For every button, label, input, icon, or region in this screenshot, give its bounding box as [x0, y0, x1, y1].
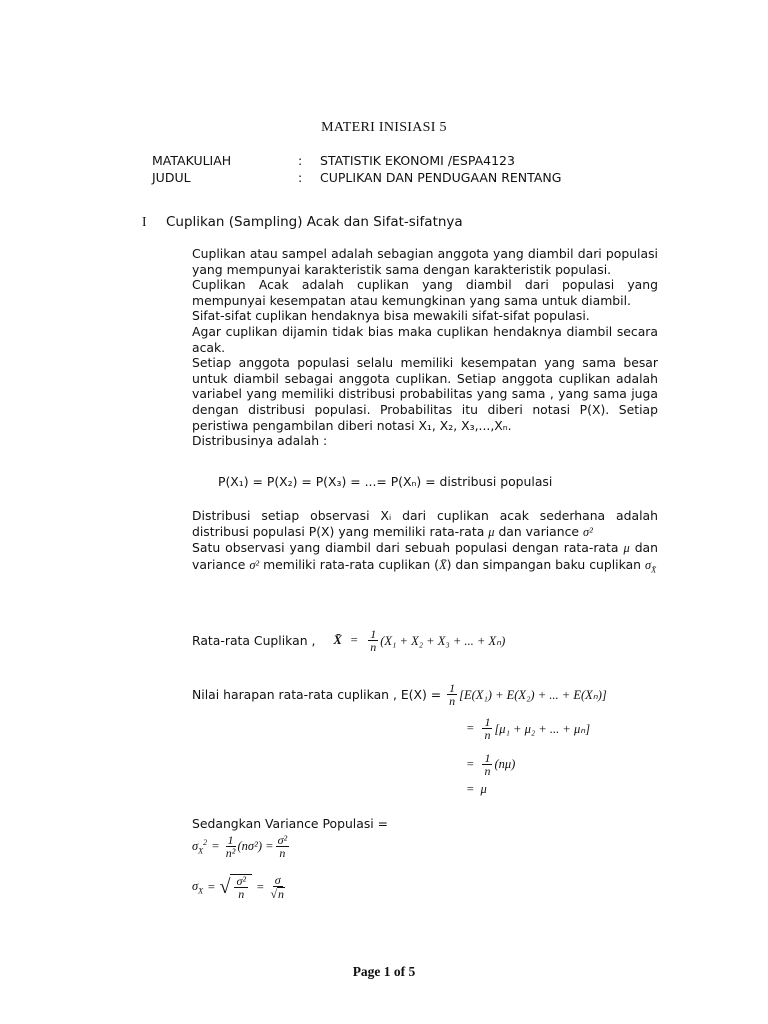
fraction: $\frac{1}{n}$ [449, 681, 456, 708]
fraction: $\frac{\text{σ²}}{n}$ [277, 833, 288, 860]
course-meta [152, 152, 561, 186]
paragraph: Setiap anggota populasi selalu memiliki kesempatan yang sama besar untuk diambil sebagai anggota cuplikan. Setiap anggota cuplikan adalah variabel yang memiliki distribusi probabilitas yang sama , yang sama juga dengan distribusi populasi. Probabilitas itu diberi notasi P(X). Setiap peristiwa pengambilan diberi notasi X₁, X₂, X₃,...,Xₙ. [192, 355, 658, 433]
section-title: Cuplikan (Sampling) Acak dan Sifat-sifatnya [166, 214, 463, 230]
sigma-xbar: $\sigma_X$ [192, 878, 204, 896]
mu-symbol: μ [623, 541, 630, 556]
intro-paragraphs [192, 246, 658, 449]
meta-sep: : [298, 170, 303, 185]
xbar-symbol: X̄ [333, 633, 342, 647]
meta-value: STATISTIK EKONOMI /ESPA4123 [320, 153, 515, 168]
page-number: Page 1 of 5 [352, 964, 416, 979]
fraction: $\frac{1}{n}$ [370, 627, 377, 654]
meta-row-course [152, 152, 561, 169]
fraction: $\frac{1}{n}$ [484, 751, 491, 778]
sigma-xbar-squared: $\sigma_X^2$ [192, 837, 208, 856]
xbar-symbol: X̄ [439, 557, 447, 572]
section-heading [142, 214, 463, 230]
paragraph: Distribusi setiap observasi Xᵢ dari cuplikan acak sederhana adalah distribusi populasi P(X) yang memiliki rata-rata μ dan variance σ² [192, 508, 658, 539]
paragraph: Satu observasi yang diambil dari sebuah populasi dengan rata-rata μ dan variance σ² memiliki rata-rata cuplikan (X̄) dan simpangan baku cuplikan $\sigma_{X̄}$ [192, 540, 658, 575]
fraction: $\frac{1}{\text{n²}}$ [225, 833, 236, 860]
meta-key: JUDUL [152, 170, 191, 185]
paragraph: Agar cuplikan dijamin tidak bias maka cuplikan hendaknya diambil secara acak. [192, 323, 658, 355]
square-root: √ $\frac{\text{σ²}}{n}$ [220, 874, 253, 900]
observation-paragraphs [192, 508, 658, 578]
formula-expression: [μ₁ + μ₂ + ... + μₙ] [494, 721, 591, 736]
meta-row-title [152, 169, 561, 186]
mu-symbol: μ [488, 524, 495, 539]
formula-label: Rata-rata Cuplikan , [192, 633, 316, 648]
section-number: I [142, 214, 147, 229]
meta-sep: : [298, 153, 303, 168]
paragraph: Sifat-sifat cuplikan hendaknya bisa mewakili sifat-sifat populasi. [192, 308, 590, 324]
formula-expression: (X₁ + X₂ + X₃ + ... + Xₙ) [380, 633, 506, 648]
expected-value-step2: = $\frac{1}{n}$ [μ₁ + μ₂ + ... + μₙ] [466, 715, 591, 742]
sigma-squared-symbol: σ² [582, 524, 593, 539]
sigma-squared-symbol: σ² [249, 557, 260, 572]
formula-expression: [E(X₁) + E(X₂) + ... + E(Xₙ)] [459, 687, 607, 702]
sigma-xbar-symbol: $\sigma_{X̄}$ [644, 557, 656, 575]
mu-symbol: μ [480, 782, 487, 796]
distribution-formula: P(X₁) = P(X₂) = P(X₃) = ...= P(Xₙ) = distribusi populasi [218, 474, 553, 489]
meta-value: CUPLIKAN DAN PENDUGAAN RENTANG [320, 170, 562, 185]
paragraph: Distribusinya adalah : [192, 433, 328, 449]
page-title: MATERI INISIASI 5 [321, 120, 447, 135]
expected-value-formula [192, 682, 607, 707]
sample-mean-formula: Rata-rata Cuplikan , X̄ = $\frac{1}{n}$ (X₁ + X₂ + X₃ + ... + Xₙ) [192, 627, 506, 654]
fraction: σ √ n [270, 873, 285, 901]
expected-value-step3: = $\frac{1}{n}$ (nμ) [466, 751, 516, 778]
expected-value-step4: = μ [466, 782, 487, 796]
variance-formula: $\sigma_X^2$ = $\frac{1}{\text{n²}}$ (nσ²) = $\frac{\text{σ²}}{n}$ [192, 833, 288, 860]
std-error-formula: $\sigma_X$ = √ $\frac{\text{σ²}}{n}$ = σ √ n [192, 873, 285, 901]
variance-label: Sedangkan Variance Populasi = [192, 816, 389, 831]
paragraph: Cuplikan Acak adalah cuplikan yang diambil dari populasi yang mempunyai kesempatan atau kemungkinan yang sama untuk diambil. [192, 277, 658, 308]
meta-key: MATAKULIAH [152, 153, 232, 168]
paragraph: Cuplikan atau sampel adalah sebagian anggota yang diambil dari populasi yang mempunyai karakteristik sama dengan karakteristik populasi. [192, 246, 658, 277]
formula-label: Nilai harapan rata-rata cuplikan , E(X) = [192, 687, 442, 702]
formula-expression: (nμ) [494, 757, 516, 771]
fraction: $\frac{1}{n}$ [484, 715, 491, 742]
